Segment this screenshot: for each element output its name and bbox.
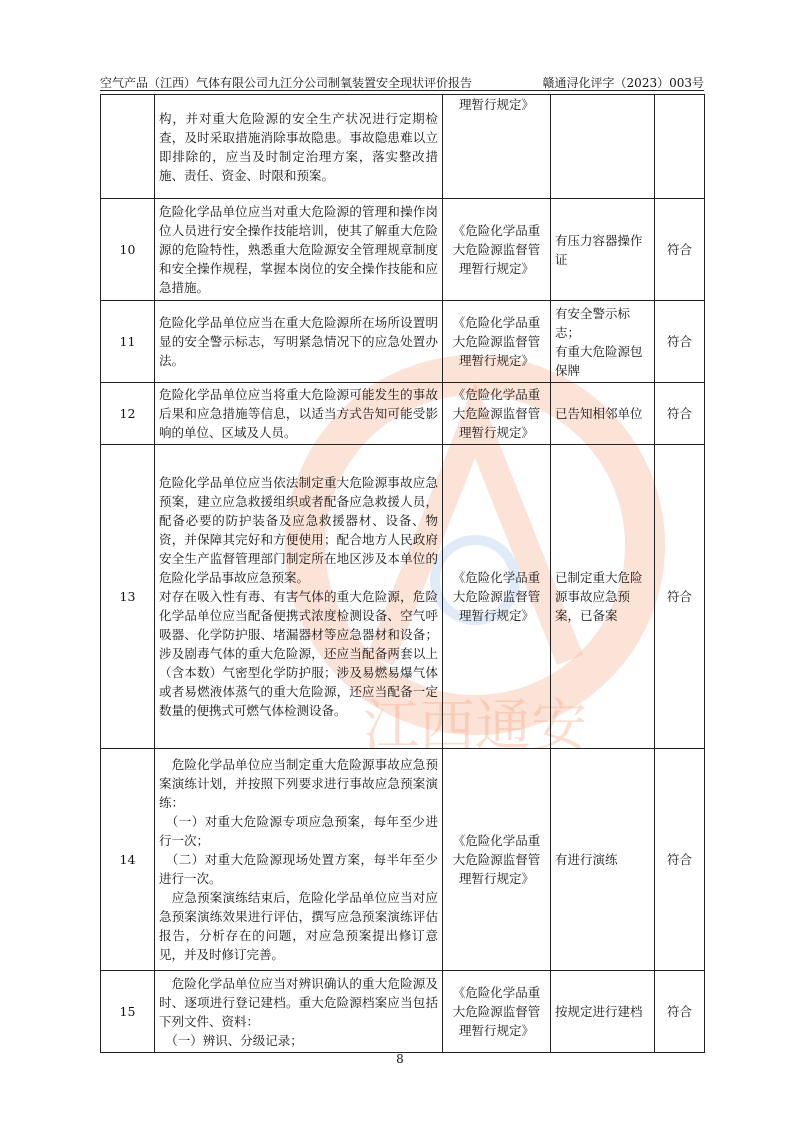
safety-check-table	[100, 94, 705, 1053]
basis-text: 理暂行规定》	[443, 95, 551, 199]
row-number: 14	[101, 749, 155, 971]
requirement-text: 危险化学品单位应当依法制定重大危险源事故应急预案，建立应急救援组织或者配备应急救援人员，配备必要的防护装备及应急救援器材、设备、物资，并保障其完好和方便使用；配合地方人民政府安全生产监督管理部门制定所在地区涉及本单位的危险化学品事故应急预案。 对存在吸入性有毒、有害气体的重大危险源，危险化学品单位应当配备便携式浓度检测设备、空气呼吸器、化学防护服、堵漏器材等应急器材和设备；涉及剧毒气体的重大危险源，还应当配备两套以上（含本数）气密型化学防护服；涉及易燃易爆气体或者易燃液体蒸气的重大危险源，还应当配备一定数量的便携式可燃气体检测设备。	[155, 445, 443, 749]
row-number: 15	[101, 971, 155, 1053]
basis-text: 《危险化学品重大危险源监督管理暂行规定》	[443, 383, 551, 445]
basis-text: 《危险化学品重大危险源监督管理暂行规定》	[443, 971, 551, 1053]
result-text: 符合	[655, 971, 705, 1053]
basis-text: 《危险化学品重大危险源监督管理暂行规定》	[443, 445, 551, 749]
row-number: 10	[101, 199, 155, 301]
result-text	[655, 95, 705, 199]
result-text: 符合	[655, 199, 705, 301]
result-text: 符合	[655, 301, 705, 383]
basis-text: 《危险化学品重大危险源监督管理暂行规定》	[443, 301, 551, 383]
situation-text: 按规定进行建档	[551, 971, 655, 1053]
requirement-text: 危险化学品单位应当在重大危险源所在场所设置明显的安全警示标志，写明紧急情况下的应急处置办法。	[155, 301, 443, 383]
requirement-text: 危险化学品单位应当对辨识确认的重大危险源及时、逐项进行登记建档。重大危险源档案应当包括下列文件、资料： （一）辨识、分级记录；	[155, 971, 443, 1053]
table-row	[101, 749, 705, 971]
result-text: 符合	[655, 749, 705, 971]
requirement-text: 危险化学品单位应当对重大危险源的管理和操作岗位人员进行安全操作技能培训，使其了解重大危险源的危险特性，熟悉重大危险源安全管理规章制度和安全操作规程，掌握本岗位的安全操作技能和应急措施。	[155, 199, 443, 301]
situation-text: 有安全警示标志； 有重大危险源包保牌	[551, 301, 655, 383]
requirement-text: 构，并对重大危险源的安全生产状况进行定期检查，及时采取措施消除事故隐患。事故隐患难以立即排除的，应当及时制定治理方案，落实整改措施、责任、资金、时限和预案。	[155, 95, 443, 199]
situation-text: 已告知相邻单位	[551, 383, 655, 445]
situation-text: 已制定重大危险源事故应急预案，已备案	[551, 445, 655, 749]
report-number: 赣通浔化评字（2023）003号	[542, 76, 704, 90]
table-row	[101, 301, 705, 383]
report-title: 空气产品（江西）气体有限公司九江分公司制氧装置安全现状评价报告	[100, 76, 473, 90]
table-row	[101, 383, 705, 445]
page-number: 8	[396, 1052, 404, 1066]
basis-text: 《危险化学品重大危险源监督管理暂行规定》	[443, 749, 551, 971]
row-number: 12	[101, 383, 155, 445]
requirement-text: 危险化学品单位应当将重大危险源可能发生的事故后果和应急措施等信息，以适当方式告知可能受影响的单位、区域及人员。	[155, 383, 443, 445]
table-row	[101, 199, 705, 301]
watermark-text: 江西通安	[363, 694, 587, 759]
header-divider	[100, 90, 704, 91]
basis-text: 《危险化学品重大危险源监督管理暂行规定》	[443, 199, 551, 301]
result-text: 符合	[655, 383, 705, 445]
situation-text	[551, 95, 655, 199]
result-text: 符合	[655, 445, 705, 749]
row-number	[101, 95, 155, 199]
table-row	[101, 445, 705, 749]
requirement-text: 危险化学品单位应当制定重大危险源事故应急预案演练计划，并按照下列要求进行事故应急预案演练： （一）对重大危险源专项应急预案，每年至少进行一次； （二）对重大危险源现场处置方案，每半年至少进行一次。 应急预案演练结束后，危险化学品单位应当对应急预案演练效果进行评估，撰写应急预案演练评估报告，分析存在的问题，对应急预案提出修订意见，并及时修订完善。	[155, 749, 443, 971]
table-row	[101, 95, 705, 199]
row-number: 11	[101, 301, 155, 383]
situation-text: 有压力容器操作证	[551, 199, 655, 301]
table-row	[101, 971, 705, 1053]
situation-text: 有进行演练	[551, 749, 655, 971]
row-number: 13	[101, 445, 155, 749]
